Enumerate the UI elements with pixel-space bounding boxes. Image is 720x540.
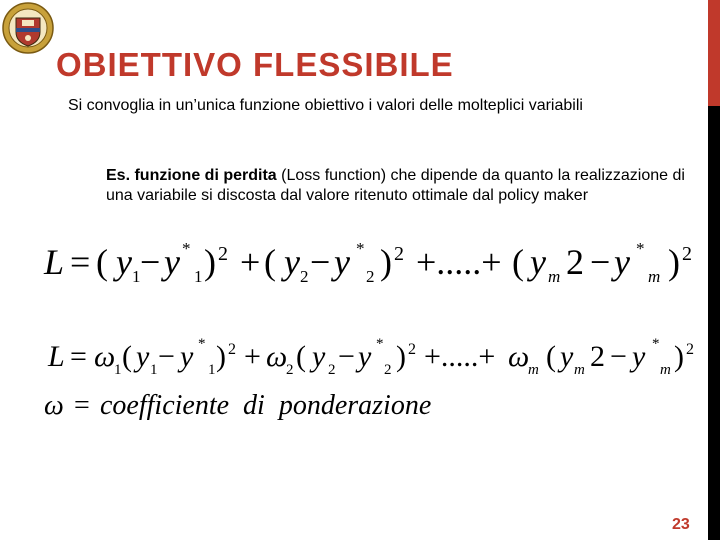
svg-text:*: * [198, 336, 206, 352]
bullet-example [106, 166, 696, 206]
svg-text:y: y [180, 340, 194, 373]
svg-text:): ) [380, 242, 392, 282]
svg-text:y: y [358, 340, 372, 373]
svg-text:*: * [182, 239, 191, 258]
svg-text:y: y [116, 242, 132, 282]
svg-text:*: * [376, 336, 384, 352]
svg-text:): ) [204, 242, 216, 282]
svg-text:(: ( [512, 242, 524, 282]
svg-text:y: y [136, 340, 150, 373]
svg-text:m: m [660, 362, 671, 378]
svg-text:L: L [48, 340, 65, 373]
svg-text:1: 1 [208, 362, 216, 378]
svg-text:m: m [528, 362, 539, 378]
svg-text:+: + [240, 242, 261, 282]
svg-text:m: m [548, 267, 561, 286]
side-bar [708, 106, 720, 540]
svg-text:): ) [396, 340, 406, 373]
accent-bar [708, 0, 720, 106]
weighted-loss-equation [0, 334, 700, 384]
svg-text:ω: ω [94, 340, 116, 373]
svg-text:2: 2 [286, 362, 294, 378]
svg-text:−: − [310, 242, 331, 282]
svg-text:1: 1 [114, 362, 122, 378]
svg-text:ω: ω [44, 390, 64, 421]
svg-text:2: 2 [394, 243, 404, 265]
svg-text:y: y [284, 242, 300, 282]
svg-text:1: 1 [132, 267, 141, 286]
svg-text:2: 2 [682, 243, 692, 265]
svg-text:(: ( [546, 340, 556, 373]
svg-text:): ) [216, 340, 226, 373]
svg-text:2: 2 [366, 267, 375, 286]
svg-text:(: ( [122, 340, 132, 373]
svg-text:y: y [312, 340, 326, 373]
svg-text:y: y [632, 340, 646, 373]
svg-text:1: 1 [194, 267, 203, 286]
svg-text:=: = [70, 242, 91, 282]
svg-text:): ) [668, 242, 680, 282]
slide-title: OBIETTIVO FLESSIBILE [56, 46, 454, 83]
svg-text:2: 2 [328, 362, 336, 378]
svg-text:(: ( [296, 340, 306, 373]
svg-text:−: − [610, 340, 627, 373]
svg-text:L: L [44, 242, 65, 282]
svg-text:−: − [590, 242, 611, 282]
university-seal-logo [2, 2, 54, 54]
svg-text:+.....+: +.....+ [424, 340, 496, 373]
page-number: 23 [672, 516, 690, 533]
svg-text:*: * [356, 239, 365, 258]
svg-text:2: 2 [686, 341, 694, 358]
svg-text:2: 2 [566, 242, 584, 282]
svg-text:): ) [674, 340, 684, 373]
svg-text:−: − [140, 242, 161, 282]
svg-text:*: * [636, 239, 645, 258]
svg-text:2: 2 [218, 243, 228, 265]
svg-text:(: ( [264, 242, 276, 282]
svg-text:y: y [334, 242, 350, 282]
bullet-text: Si convoglia in un’unica funzione obiettivo i valori delle molteplici variabili [68, 97, 583, 114]
omega-definition [0, 384, 700, 428]
svg-text:*: * [652, 336, 660, 352]
svg-text:ω: ω [266, 340, 288, 373]
svg-text:−: − [158, 340, 175, 373]
svg-text:=: = [74, 390, 90, 421]
bullet-example-bold: Es. funzione di perdita [106, 167, 277, 184]
svg-text:+: + [244, 340, 261, 373]
svg-text:2: 2 [408, 341, 416, 358]
svg-text:(: ( [96, 242, 108, 282]
svg-text:y: y [530, 242, 546, 282]
svg-text:ω: ω [508, 340, 530, 373]
omega-definition-text: coefficiente di ponderazione [100, 390, 432, 421]
svg-text:=: = [70, 340, 87, 373]
svg-text:2: 2 [384, 362, 392, 378]
svg-text:m: m [648, 267, 661, 286]
svg-text:2: 2 [228, 341, 236, 358]
svg-text:1: 1 [150, 362, 158, 378]
svg-text:+.....+: +.....+ [416, 242, 502, 282]
svg-text:y: y [560, 340, 574, 373]
svg-text:y: y [614, 242, 630, 282]
svg-text:2: 2 [590, 340, 605, 373]
svg-text:−: − [338, 340, 355, 373]
svg-text:y: y [164, 242, 180, 282]
bullet-example-text: (Loss function) che dipende da quanto la realizzazione di una variabile si discosta dal valore ritenuto ottimale dal policy maker [106, 167, 685, 204]
svg-text:2: 2 [300, 267, 309, 286]
svg-text:m: m [574, 362, 585, 378]
loss-equation [0, 236, 700, 294]
